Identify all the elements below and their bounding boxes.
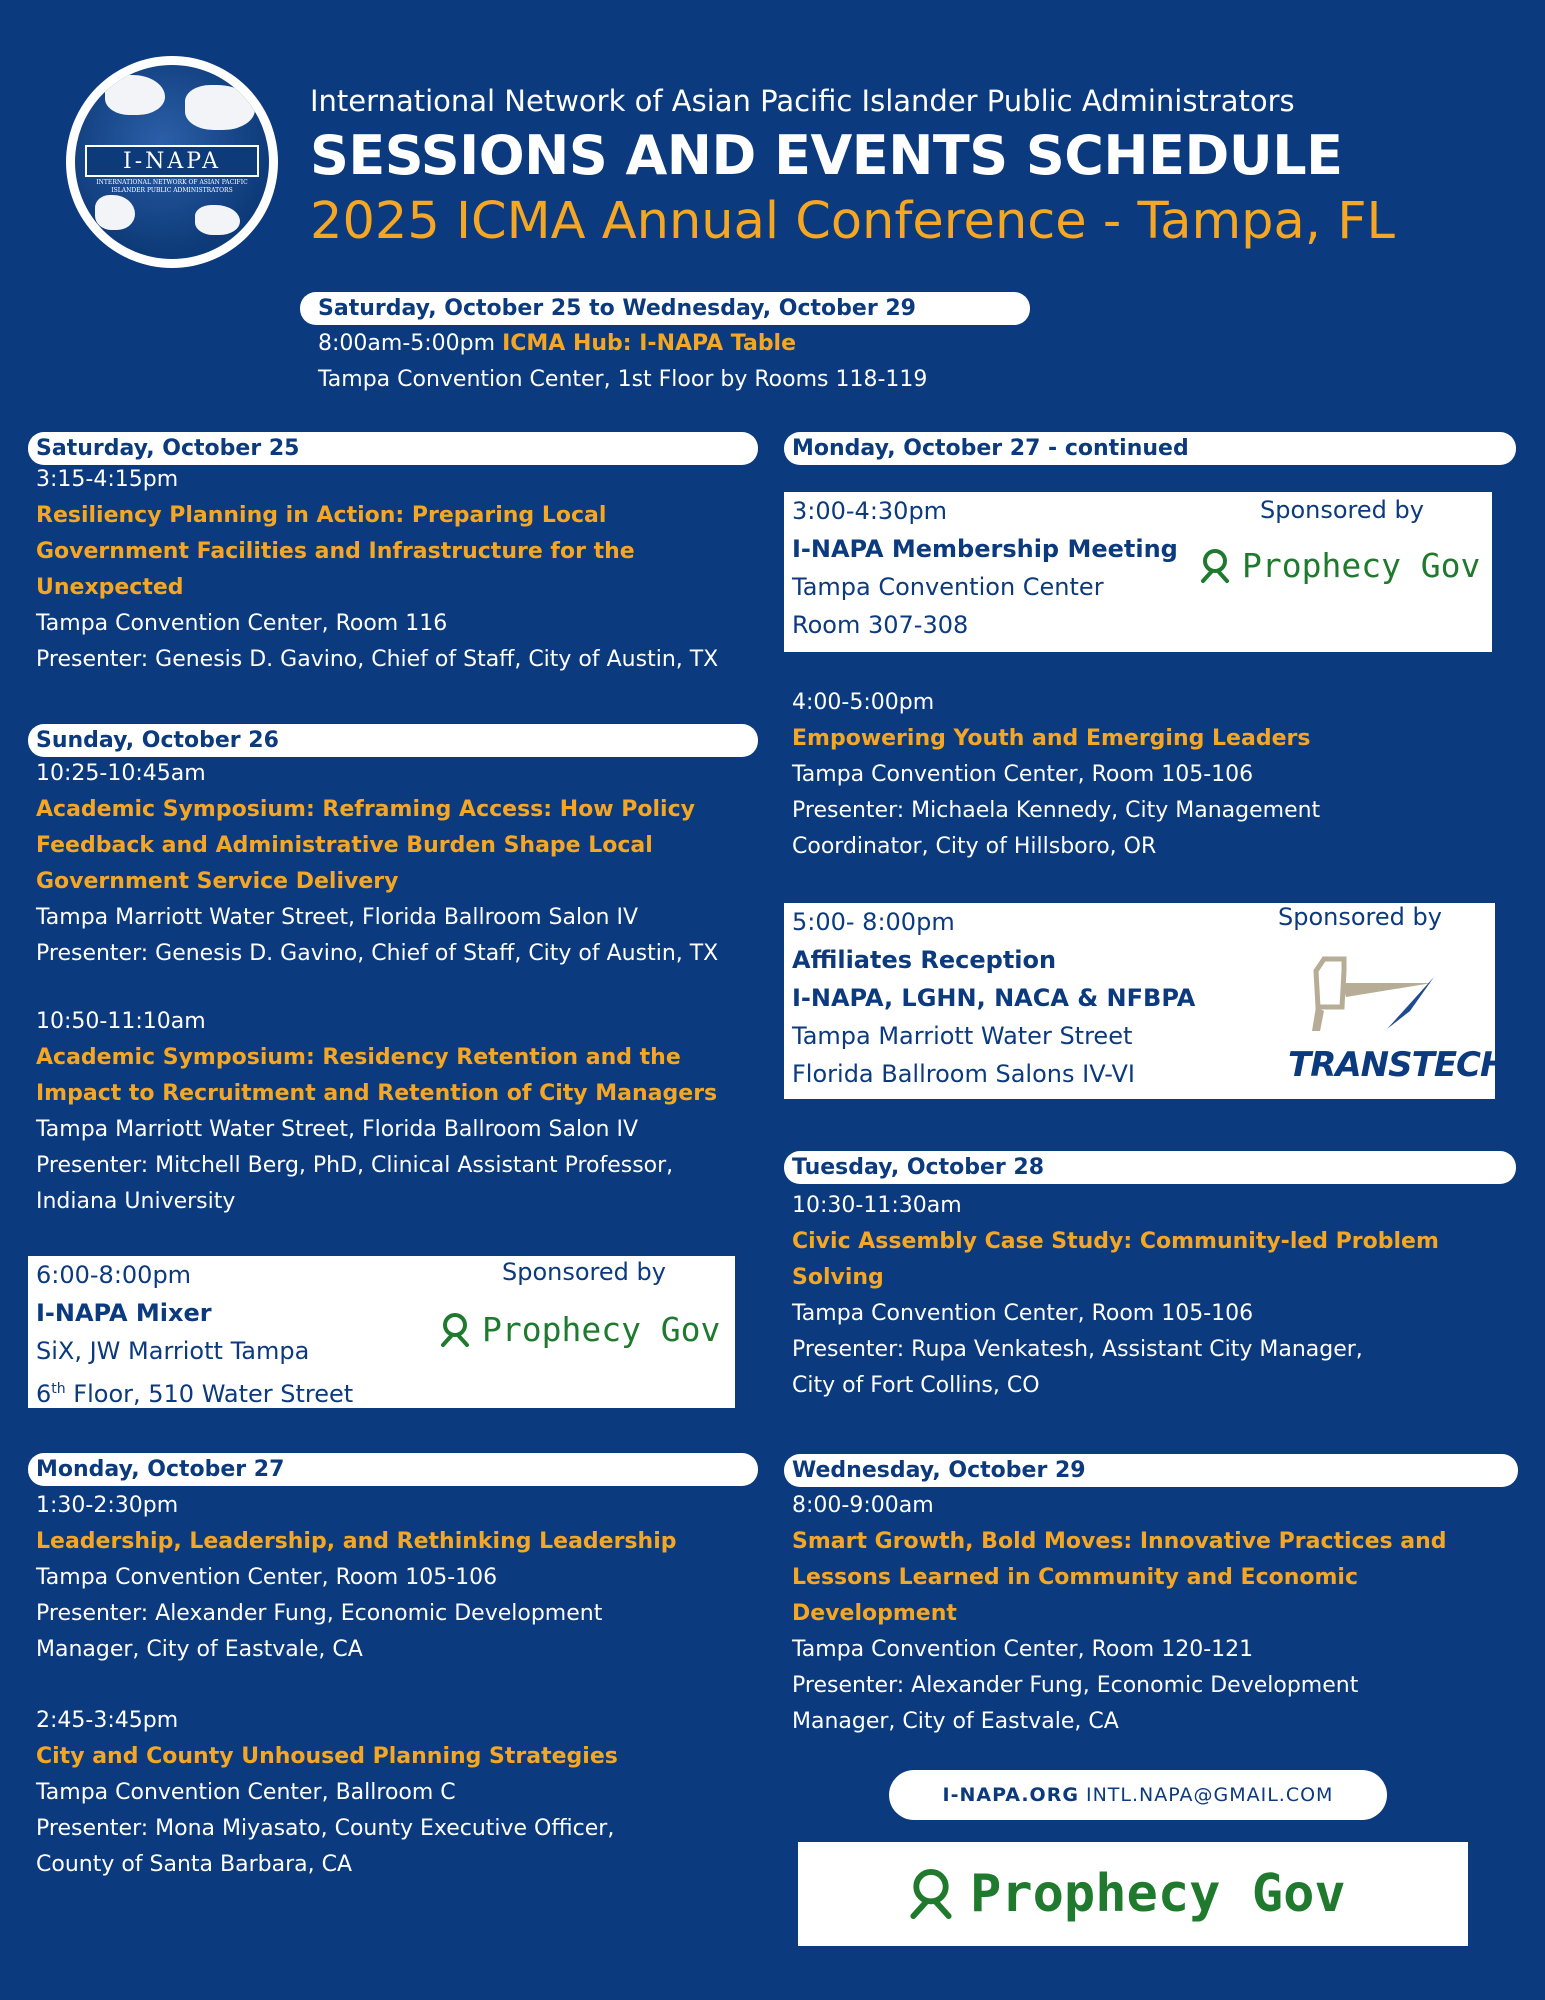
- reception-affiliates: I-NAPA, LGHN, NACA & NFBPA: [792, 984, 1196, 1012]
- meeting-time: 3:00-4:30pm: [792, 497, 948, 525]
- event-presenter: City of Fort Collins, CO: [792, 1373, 1040, 1398]
- event-time: 1:30-2:30pm: [36, 1493, 179, 1518]
- event-title: Unexpected: [36, 575, 184, 600]
- event-presenter: Manager, City of Eastvale, CA: [36, 1637, 363, 1662]
- prophecy-gov-logo-icon: [906, 1865, 956, 1923]
- org-name: International Network of Asian Pacific Islander Public Administrators: [310, 84, 1295, 118]
- event-title: Impact to Recruitment and Retention of City Managers: [36, 1081, 718, 1106]
- reception-time: 5:00- 8:00pm: [792, 908, 955, 936]
- event-presenter: Presenter: Mona Miyasato, County Executive Officer,: [36, 1816, 615, 1841]
- contact-pill: [889, 1770, 1387, 1820]
- event-title: Government Service Delivery: [36, 869, 399, 894]
- event-time: 10:50-11:10am: [36, 1009, 206, 1034]
- logo-acronym: I-NAPA: [85, 145, 259, 177]
- event-title: Feedback and Administrative Burden Shape Local: [36, 833, 653, 858]
- event-resiliency: [36, 462, 718, 678]
- event-title: Academic Symposium: Reframing Access: How Policy: [36, 797, 695, 822]
- event-title: Leadership, Leadership, and Rethinking Leadership: [36, 1529, 677, 1554]
- event-title: Solving: [792, 1265, 884, 1290]
- day-header-wed: Wednesday, October 29: [784, 1454, 1518, 1487]
- event-title: Resiliency Planning in Action: Preparing Local: [36, 503, 607, 528]
- event-title: Smart Growth, Bold Moves: Innovative Practices and: [792, 1529, 1447, 1554]
- event-presenter: Indiana University: [36, 1189, 236, 1214]
- sponsor-name: Prophecy Gov: [1242, 546, 1481, 585]
- event-title: Academic Symposium: Residency Retention and the: [36, 1045, 681, 1070]
- affiliates-reception-box: [784, 903, 1508, 1099]
- logo-tagline: INTERNATIONAL NETWORK OF ASIAN PACIFIC ISLANDER PUBLIC ADMINISTRATORS: [96, 179, 248, 194]
- event-leadership: [36, 1488, 676, 1668]
- hub-name: ICMA Hub: I-NAPA Table: [502, 331, 797, 356]
- transtech-logo: [1282, 953, 1508, 1085]
- event-presenter: County of Santa Barbara, CA: [36, 1852, 353, 1877]
- event-residency-retention: [36, 1004, 717, 1220]
- event-title: Development: [792, 1601, 957, 1626]
- event-title: Civic Assembly Case Study: Community-led Problem: [792, 1229, 1439, 1254]
- event-presenter: Presenter: Alexander Fung, Economic Development: [36, 1601, 603, 1626]
- event-empowering-youth: [792, 685, 1320, 865]
- mixer-floor: 6th Floor, 510 Water Street: [36, 1380, 354, 1408]
- reception-location: Tampa Marriott Water Street: [792, 1022, 1133, 1050]
- event-presenter: Coordinator, City of Hillsboro, OR: [792, 834, 1157, 859]
- event-presenter: Presenter: Genesis D. Gavino, Chief of Staff, City of Austin, TX: [36, 941, 719, 966]
- event-presenter: Presenter: Michaela Kennedy, City Management: [792, 798, 1321, 823]
- sponsored-by-label: Sponsored by: [1278, 903, 1442, 931]
- event-time: 10:25-10:45am: [36, 761, 206, 786]
- event-civic-assembly: [792, 1188, 1439, 1404]
- sponsored-by-label: Sponsored by: [502, 1258, 666, 1286]
- event-time: 10:30-11:30am: [792, 1193, 962, 1218]
- day-header-sun: Sunday, October 26: [28, 724, 758, 757]
- day-header-mon: Monday, October 27: [28, 1453, 758, 1486]
- sponsored-by-label: Sponsored by: [1260, 496, 1424, 524]
- hub-line: [318, 326, 796, 362]
- event-location: Tampa Convention Center, Ballroom C: [36, 1780, 456, 1805]
- prophecy-gov-logo: [438, 1310, 720, 1349]
- prophecy-gov-logo-icon: [438, 1311, 472, 1349]
- meeting-room: Room 307-308: [792, 611, 969, 639]
- reception-title: Affiliates Reception: [792, 946, 1057, 974]
- event-location: Tampa Marriott Water Street, Florida Ballroom Salon IV: [36, 1117, 639, 1142]
- hub-dates-pill: Saturday, October 25 to Wednesday, October 29: [300, 292, 1030, 325]
- event-smart-growth: [792, 1488, 1447, 1740]
- mixer-title: I-NAPA Mixer: [36, 1299, 212, 1327]
- membership-meeting-box: [784, 492, 1492, 652]
- prophecy-gov-logo: [906, 1864, 1346, 1924]
- inapa-logo: [66, 56, 278, 268]
- event-time: 4:00-5:00pm: [792, 690, 935, 715]
- event-presenter: Presenter: Mitchell Berg, PhD, Clinical Assistant Professor,: [36, 1153, 674, 1178]
- event-title: City and County Unhoused Planning Strategies: [36, 1744, 618, 1769]
- event-presenter: Manager, City of Eastvale, CA: [792, 1709, 1119, 1734]
- day-header-mon-continued: Monday, October 27 - continued: [784, 432, 1516, 465]
- event-location: Tampa Marriott Water Street, Florida Ballroom Salon IV: [36, 905, 639, 930]
- event-reframing-access: [36, 756, 718, 972]
- hub-time: 8:00am-5:00pm: [318, 331, 496, 356]
- globe-icon: [75, 65, 269, 259]
- event-location: Tampa Convention Center, Room 116: [36, 611, 448, 636]
- event-presenter: Presenter: Rupa Venkatesh, Assistant City Manager,: [792, 1337, 1363, 1362]
- event-location: Tampa Convention Center, Room 105-106: [792, 762, 1254, 787]
- mixer-place: SiX, JW Marriott Tampa: [36, 1337, 310, 1365]
- mixer-box: [28, 1256, 735, 1408]
- meeting-location: Tampa Convention Center: [792, 573, 1104, 601]
- event-location: Tampa Convention Center, Room 105-106: [36, 1565, 498, 1590]
- event-location: Tampa Convention Center, Room 105-106: [792, 1301, 1254, 1326]
- day-header-tue: Tuesday, October 28: [784, 1151, 1516, 1184]
- footer-sponsor-box: [798, 1842, 1468, 1946]
- email-link[interactable]: INTL.NAPA@GMAIL.COM: [1085, 1784, 1334, 1806]
- prophecy-gov-logo-icon: [1198, 547, 1232, 585]
- transtech-logo-icon: [1282, 953, 1462, 1043]
- sponsor-name: Prophecy Gov: [970, 1864, 1346, 1924]
- event-time: 2:45-3:45pm: [36, 1708, 179, 1733]
- event-unhoused-planning: [36, 1703, 618, 1883]
- reception-room: Florida Ballroom Salons IV-VI: [792, 1060, 1135, 1088]
- transtech-wordmark: TRANSTECH: [1288, 1045, 1508, 1085]
- website-link[interactable]: I-NAPA.ORG: [942, 1784, 1079, 1806]
- event-title: Empowering Youth and Emerging Leaders: [792, 726, 1311, 751]
- event-presenter: Presenter: Alexander Fung, Economic Development: [792, 1673, 1359, 1698]
- page-title: SESSIONS AND EVENTS SCHEDULE: [310, 124, 1343, 187]
- conference-subtitle: 2025 ICMA Annual Conference - Tampa, FL: [310, 192, 1395, 251]
- event-location: Tampa Convention Center, Room 120-121: [792, 1637, 1254, 1662]
- event-title: Government Facilities and Infrastructure for the: [36, 539, 635, 564]
- event-time: 3:15-4:15pm: [36, 467, 179, 492]
- mixer-time: 6:00-8:00pm: [36, 1261, 192, 1289]
- prophecy-gov-logo: [1198, 546, 1480, 585]
- event-time: 8:00-9:00am: [792, 1493, 934, 1518]
- sponsor-name: Prophecy Gov: [482, 1310, 721, 1349]
- event-presenter: Presenter: Genesis D. Gavino, Chief of Staff, City of Austin, TX: [36, 647, 719, 672]
- meeting-title: I-NAPA Membership Meeting: [792, 535, 1178, 563]
- hub-location: Tampa Convention Center, 1st Floor by Rooms 118-119: [318, 367, 928, 392]
- event-title: Lessons Learned in Community and Economic: [792, 1565, 1359, 1590]
- day-header-sat: Saturday, October 25: [28, 432, 758, 465]
